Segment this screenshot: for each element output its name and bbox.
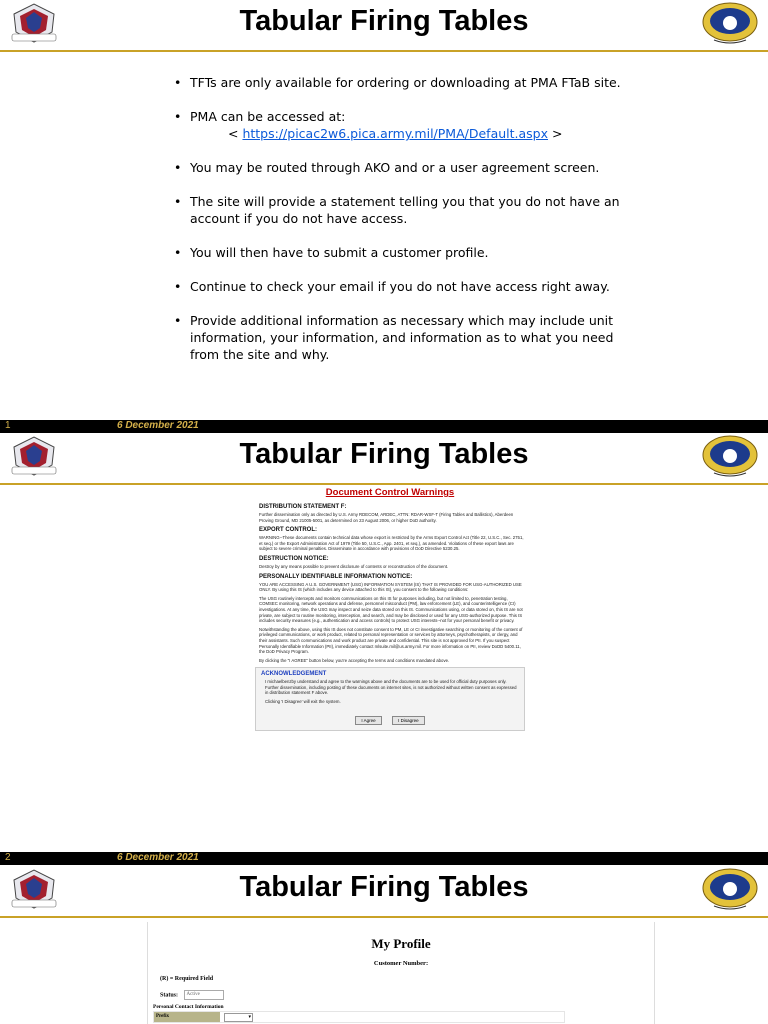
slide-3 — [0, 866, 768, 1024]
slide-1 — [0, 0, 768, 433]
unit-insignia-logo — [700, 433, 760, 479]
bullet-list — [174, 74, 634, 380]
bullet-item: • Continue to check your email if you do not have access right away. — [174, 278, 634, 295]
ack-title: ACKNOWLEDGEMENT — [261, 671, 327, 678]
section-heading: DESTRUCTION NOTICE: — [259, 555, 329, 562]
status-label: Status: — [160, 992, 179, 999]
ack-text: I michaelbenzby understand and agree to the warnings above and the documents are to be used for official duty purposes only. Further dissemination, including posting of these documents on internet sites, is not authorized without written consent as expressed in distribution statement F above. — [265, 679, 517, 696]
slide-number: 1 — [5, 420, 11, 431]
bullet-item: • TFTs are only available for ordering or downloading at PMA FTaB site. — [174, 74, 634, 91]
agree-button[interactable]: I Agree — [355, 716, 381, 725]
unit-insignia-logo — [700, 866, 760, 912]
title-bar — [0, 0, 768, 46]
title-divider — [0, 916, 768, 918]
bullet-item: • You may be routed through AKO and or a user agreement screen. — [174, 159, 634, 176]
required-note: (R) = Required Field — [160, 976, 214, 982]
section-text: Destroy by any means possible to prevent disclosure of contents or reconstruction of the document. — [259, 563, 449, 569]
pma-link-line — [190, 125, 634, 142]
slide-footer — [0, 852, 768, 865]
bullet-item: • The site will provide a statement telling you that you do not have an account if you do not have access. — [174, 193, 634, 227]
bullet-item: • Provide additional information as necessary which may include unit information, your information, and information as to what you need from the site and why. — [174, 312, 634, 363]
status-select[interactable]: Active — [184, 990, 224, 1000]
slide-date: 6 December 2021 — [117, 420, 199, 431]
agree-instruction: By clicking the "I AGREE" button below, you're accepting the terms and conditions mandated above. — [259, 657, 450, 663]
disagree-button[interactable]: I Disagree — [392, 716, 425, 725]
prefix-select[interactable] — [224, 1013, 253, 1022]
title-bar — [0, 433, 768, 479]
slide-title: Tabular Firing Tables — [239, 5, 529, 37]
ack-note: Clicking 'I Disagree' will exit the system. — [265, 699, 341, 705]
status-field — [160, 990, 224, 1000]
bullet-item — [174, 108, 634, 142]
section-heading: DISTRIBUTION STATEMENT F: — [259, 504, 347, 510]
link-suffix: > — [548, 126, 563, 141]
acknowledgement-box — [255, 667, 525, 730]
customer-number-label: Customer Number: — [373, 960, 429, 967]
profile-title: My Profile — [371, 936, 431, 951]
slide-title: Tabular Firing Tables — [239, 438, 529, 470]
title-divider — [0, 50, 768, 52]
unit-insignia-logo — [700, 0, 760, 46]
pma-link[interactable]: https://picac2w6.pica.army.mil/PMA/Default.aspx — [242, 126, 549, 141]
link-prefix: < — [228, 126, 243, 141]
bullet-item: • You will then have to submit a customer profile. — [174, 244, 634, 261]
doc-title: Document Control Warnings — [325, 487, 455, 498]
slide-number: 2 — [5, 852, 11, 863]
section-heading: Personal Contact Information — [153, 1004, 224, 1010]
monitoring-paragraph: The USG routinely intercepts and monitors communications on this IS for purposes including, but not limited to, penetration testing, COMSEC monitoring, network operations and defense, personnel misconduct (PM), law enforcement (LE), and counterintelligence (CI) investigations. At any time, the USG may inspect and seize data stored on this IS. Communications using, or data stored on, this IS are not private, are subject to routine monitoring, interception, and search, and may be disclosed or used for any USG-authorized purpose. This IS includes security measures (e.g., authentication and access controls) to protect USG interests--not for your personal benefit or privacy. — [259, 595, 523, 624]
slide-footer — [0, 420, 768, 433]
slide-title: Tabular Firing Tables — [239, 871, 529, 903]
section-heading: PERSONALLY IDENTIFIABLE INFORMATION NOTICE: — [259, 573, 413, 580]
privilege-paragraph: Notwithstanding the above, using this IS does not constitute consent to PM, LE or CI investigative searching or monitoring of the content of privileged communications, or work product, related to personal representation or services by attorneys, psychotherapists, or clergy, and their assistants. Such communications and work product are private and confidential. This site is not approved for PII. If you suspect Personally Identifiable Information (PII), immediately contact mlsuite.mil@us.army.mil. For more information on PII, review DoDD 5400.11, the DoD Privacy Program. — [259, 626, 523, 655]
bullet-text: PMA can be accessed at: — [190, 109, 346, 124]
prefix-label: Prefix — [154, 1012, 220, 1022]
section-text: YOU ARE ACCESSING A U.S. GOVERNMENT (USG) INFORMATION SYSTEM (IS) THAT IS PROVIDED FOR USG-AUTHORIZED USE ONLY. By using this IS (which includes any device attached to this IS), you consent to the following conditions: — [259, 581, 522, 593]
warning-document — [255, 487, 525, 731]
chevron-down-icon: ▾ — [248, 1015, 251, 1020]
title-divider — [0, 483, 768, 485]
section-text: Further dissemination only as directed by U.S. Army RDECOM, ARDEC, ATTN: RDAR-WSF-T (Firing Tables and Ballistics), Aberdeen Proving Ground, MD 21005-5001, as determined on 23 August 2006, or higher DoD authority. — [259, 512, 514, 523]
prefix-row — [153, 1011, 565, 1023]
profile-form — [147, 922, 655, 1024]
section-text: WARNING--These documents contain technical data whose export is restricted by the Arms Export Control Act (Title 22, U.S.C., Sec. 2751, et seq.) or the Export Administration Act of 1979 (Title 50, U.S.C., App. 2401, et seq.), as amended. Violations of these export laws are subject to severe criminal penalties. Disseminate in accordance with provisions of DoD Directive 5230.25. — [259, 535, 524, 552]
title-bar — [0, 866, 768, 912]
slide-2 — [0, 433, 768, 866]
slide-date: 6 December 2021 — [117, 852, 199, 863]
ack-buttons — [261, 709, 519, 727]
section-heading: EXPORT CONTROL: — [259, 527, 317, 534]
